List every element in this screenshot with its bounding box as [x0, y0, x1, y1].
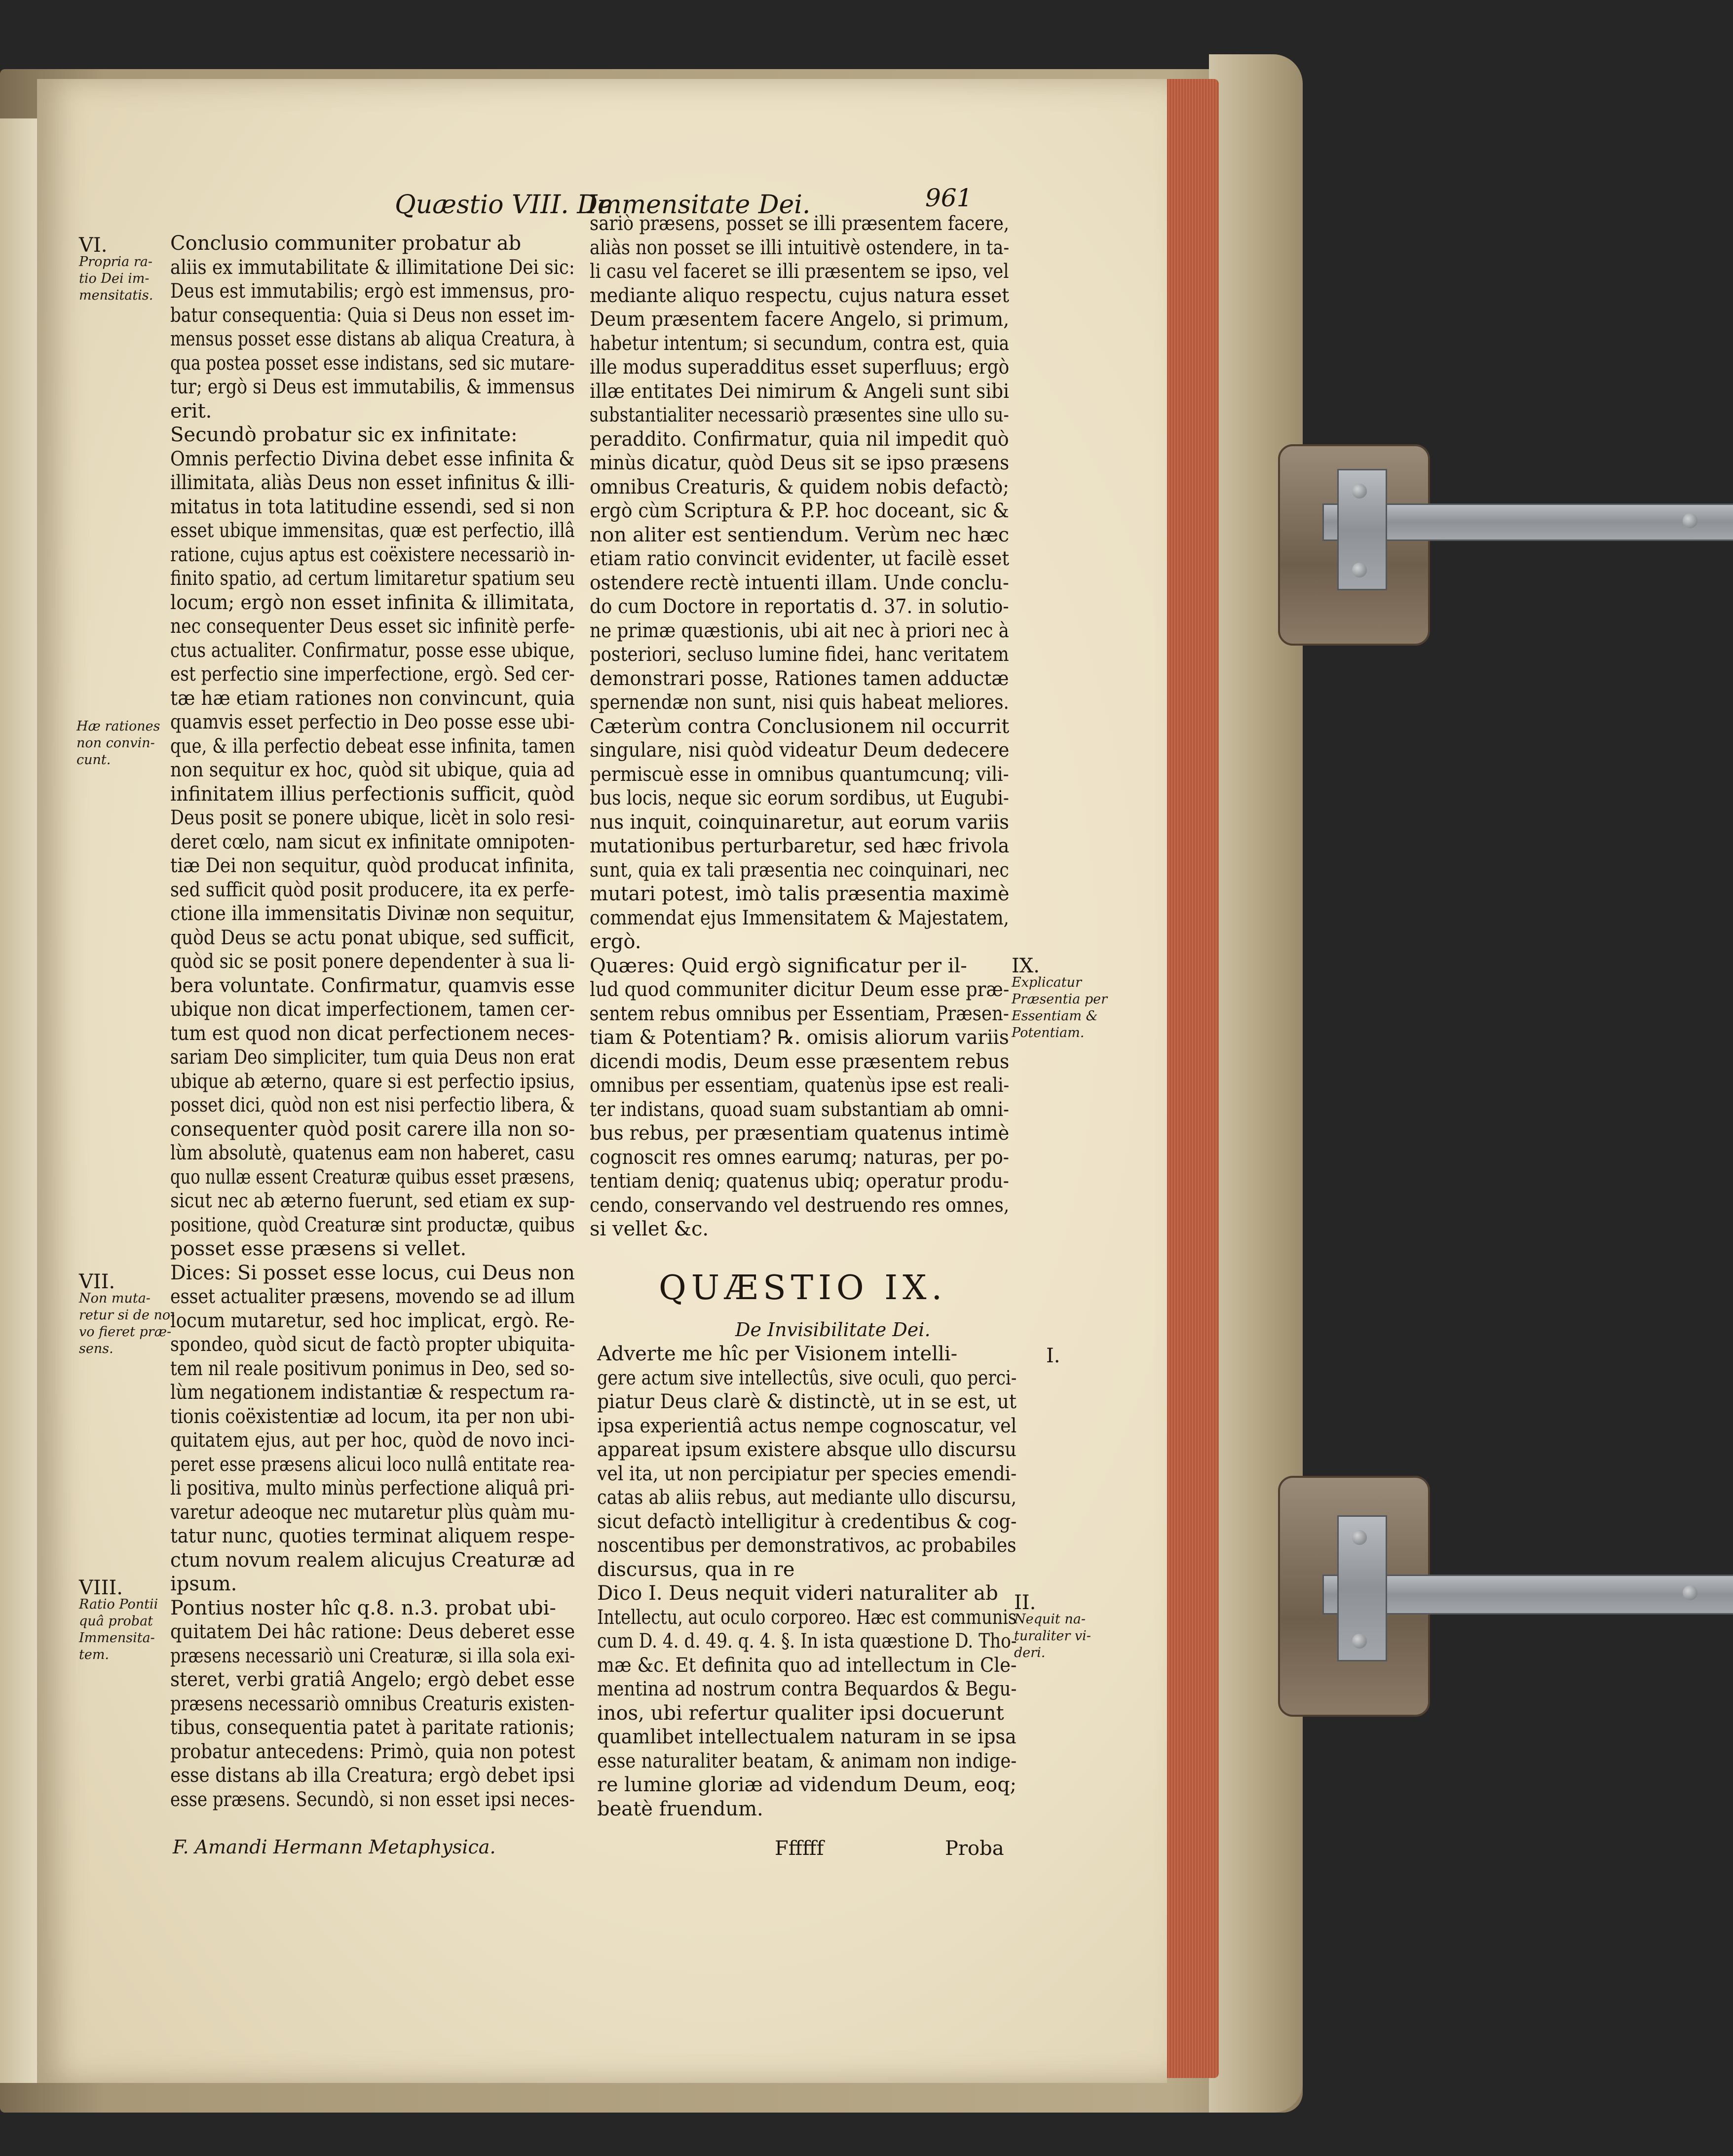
text-line: li casu vel faceret se illi præsentem se ipso, vel — [590, 260, 1009, 283]
text-line: non aliter est sentiendum. Verùm nec hæc — [590, 523, 1010, 546]
text-line: Deus est immutabilis; ergò est immensus, pro- — [170, 280, 575, 303]
text-line: do cum Doctore in reportatis d. 37. in solutio- — [590, 595, 1009, 618]
text-line: noscentibus per demonstrativos, ac probabiles — [597, 1534, 1017, 1557]
margin-number: VI. — [79, 234, 108, 257]
text-line: quitatem Dei hâc ratione: Deus deberet esse — [170, 1620, 575, 1643]
facing-page-edge — [0, 118, 37, 2083]
text-line: quamlibet intellectualem naturam in se ipsa — [597, 1726, 1017, 1748]
margin-line: tio Dei im- — [79, 271, 150, 286]
text-line: lud quod communiter dicitur Deum esse præ- — [590, 978, 1010, 1001]
upper-clasp — [1278, 434, 1733, 661]
text-line: quo nullæ essent Creaturæ quibus esset præsens, — [170, 1165, 575, 1189]
text-line: cendo, conservando vel destruendo res omnes, — [590, 1194, 1010, 1217]
margin-line: Hæ rationes — [76, 719, 160, 734]
margin-note-ix — [1012, 955, 1108, 1041]
lower-clasp — [1278, 1476, 1733, 1732]
text-line: erit. — [170, 399, 212, 423]
text-line: re lumine gloriæ ad videndum Deum, eoq; — [597, 1773, 1017, 1796]
text-line: tiam & Potentiam? ℞. omisis aliorum variis — [590, 1026, 1009, 1049]
text-line: sentem rebus omnibus per Essentiam, Præsen- — [590, 1002, 1009, 1025]
text-line: commendat ejus Immensitatem & Majestatem, — [590, 906, 1009, 929]
text-line: tentiam deniq; quatenus ubiq; operatur produ- — [590, 1170, 1009, 1193]
text-line: mæ &c. Et definita quo ad intellectum in Cle- — [597, 1654, 1017, 1677]
text-line: esset actualiter præsens, movendo se ad illum — [170, 1285, 575, 1308]
text-line: permiscuè esse in omnibus quantumcunq; vili- — [590, 763, 1009, 786]
text-line: non sequitur ex hoc, quòd sit ubique, quia ad — [170, 759, 575, 781]
text-line: que, & illa perfectio debeat esse infinita, tamen — [170, 734, 575, 758]
text-line: tum est quod non dicat perfectionem neces- — [170, 1022, 575, 1045]
text-line: ubique ab æterno, quare si est perfectio ipsius, — [170, 1070, 575, 1093]
text-line: ctione illa immensitatis Divinæ non sequitur, — [170, 902, 575, 925]
text-line: præsens necessariò omnibus Creaturis existen- — [170, 1692, 575, 1715]
text-line: beatè fruendum. — [597, 1797, 763, 1820]
text-line: ipsum. — [170, 1573, 237, 1595]
margin-line: deri. — [1014, 1645, 1046, 1660]
text-line: varetur adeoque nec mutaretur plùs quàm mu- — [170, 1501, 575, 1524]
text-line: spondeo, quòd sicut de factò propter ubiquita- — [170, 1333, 575, 1356]
text-line: nec consequenter Deus esset sic infinitè perfe- — [170, 615, 575, 638]
text-line: Secundò probatur sic ex infinitate: — [170, 424, 518, 446]
text-line: sicut defactò intelligitur à credentibus & cog- — [597, 1510, 1017, 1533]
text-line: ne primæ quæstionis, ubi ait nec à priori nec à — [590, 619, 1009, 642]
margin-note-i — [1046, 1345, 1060, 1367]
text-line: Omnis perfectio Divina debet esse infinita & — [170, 447, 575, 470]
text-line: locum; ergò non esset infinita & illimitata, — [170, 591, 575, 614]
margin-line: Nequit na- — [1014, 1612, 1086, 1627]
text-line: Conclusio communiter probatur ab — [170, 232, 522, 255]
running-title-left: Quæstio VIII. De — [395, 190, 613, 220]
text-line: esse præsens. Secundò, si non esset ipsi neces- — [170, 1788, 575, 1811]
text-line: ctus actualiter. Confirmatur, posse esse ubique, — [170, 639, 575, 662]
text-line: sunt, quia ex tali præsentia nec coinquinari, nec — [590, 858, 1009, 882]
page-edges — [1165, 79, 1219, 2078]
text-line: mediante aliquo respectu, cujus natura esset — [590, 284, 1010, 307]
margin-line: Potentiam. — [1012, 1025, 1085, 1040]
text-line: Deum præsentem facere Angelo, si primum, — [590, 308, 1010, 331]
text-line: posset dici, quòd non est nisi perfectio libera, & — [170, 1094, 575, 1116]
text-line: bera voluntate. Confirmatur, quamvis esse — [170, 974, 575, 997]
text-line: esse naturaliter beatam, & animam non indige- — [597, 1749, 1017, 1772]
text-line: tibus, consequentia patet à paritate rationis; — [170, 1716, 575, 1739]
text-line: substantialiter necessariò præsentes sine ullo su- — [590, 404, 1009, 426]
text-line: Intellectu, aut oculo corporeo. Hæc est communis — [597, 1606, 1017, 1629]
text-line: infinitatem illius perfectionis sufficit, quòd — [170, 782, 575, 806]
rivet-icon — [1352, 1530, 1367, 1545]
margin-note-vii — [79, 1270, 175, 1357]
text-line: peraddito. Confirmatur, quia nil impedit quò — [590, 427, 1009, 451]
left-column — [170, 232, 575, 1831]
text-line: Dico I. Deus nequit videri naturaliter ab — [597, 1582, 998, 1605]
text-line: Cæterùm contra Conclusionem nil occurrit — [590, 715, 1010, 738]
margin-line: Præsentia per — [1012, 992, 1108, 1007]
margin-number: I. — [1046, 1345, 1060, 1367]
text-line: mutari potest, imò talis præsentia maximè — [590, 883, 1010, 905]
margin-line: Non muta- — [79, 1291, 151, 1306]
text-line: quitatem ejus, aut per hoc, quòd de novo inci- — [170, 1429, 575, 1452]
text-line: etiam ratio convincit evidenter, ut facilè esset — [590, 547, 1010, 570]
text-line: ostendere rectè intuenti illam. Unde conclu- — [590, 571, 1009, 594]
text-line: tæ hæ etiam rationes non convincunt, quia — [170, 687, 575, 710]
text-line: locum mutaretur, sed hoc implicat, ergò. Re- — [170, 1309, 575, 1332]
text-line: probatur antecedens: Primò, quia non potest — [170, 1740, 575, 1763]
rivet-icon — [1352, 1634, 1367, 1649]
text-line: omnibus per essentiam, quatenùs ipse est reali- — [590, 1074, 1010, 1097]
margin-line: quâ probat — [79, 1614, 153, 1629]
text-line: gere actum sive intellectûs, sive oculi, quo perci- — [597, 1366, 1017, 1389]
rivet-icon — [1683, 1585, 1697, 1600]
text-line: tiæ Dei non sequitur, quòd producat infinita, — [170, 854, 575, 877]
margin-number: VIII. — [79, 1577, 123, 1599]
text-line: peret esse præsens alicui loco nullâ entitate rea- — [170, 1453, 575, 1476]
text-line: sariò præsens, posset se illi præsentem facere, — [590, 212, 1010, 235]
text-line: aliis ex immutabilitate & illimitatione Dei sic: — [170, 256, 575, 279]
text-line: quòd sic se posit ponere dependenter à sua li- — [170, 950, 575, 973]
text-line: ipsa experientiâ actus nempe cognoscatur, vel — [597, 1414, 1017, 1437]
text-line: discursus, qua in re — [597, 1558, 795, 1581]
text-line: mentina ad nostrum contra Bequardos & Begu- — [597, 1678, 1017, 1700]
text-line: piatur Deus clarè & distinctè, ut in se est, ut — [597, 1390, 1017, 1413]
text-line: Adverte me hîc per Visionem intelli- — [597, 1343, 958, 1365]
text-line: esse distans ab illa Creatura; ergò debet ipsi — [170, 1764, 575, 1787]
text-line: tem nil reale positivum ponimus in Deo, sed so- — [170, 1357, 575, 1380]
text-line: vel ita, ut non percipiatur per species emendi- — [597, 1462, 1017, 1485]
text-line: demonstrari posse, Rationes tamen adductæ — [590, 667, 1009, 690]
text-line: singulare, nisi quòd videatur Deum dedecere — [590, 739, 1010, 762]
margin-note-viii — [79, 1579, 158, 1663]
text-line: cognoscit res omnes earumq; naturas, per po- — [590, 1146, 1009, 1169]
text-line: cum D. 4. d. 49. q. 4. §. In ista quæstione D. Tho- — [597, 1630, 1017, 1653]
text-line: ctum novum realem alicujus Creaturæ ad — [170, 1548, 575, 1572]
text-line: ergò cùm Scriptura & P.P. hoc doceant, sic & — [590, 500, 1009, 522]
text-line: Pontius noster hîc q.8. n.3. probat ubi- — [170, 1596, 556, 1619]
text-line: ubique non dicat imperfectionem, tamen cer- — [170, 998, 575, 1021]
text-line: finito spatio, ad certum limitaretur spatium seu — [170, 567, 575, 590]
text-line: qua postea posset esse indistans, sed sic mutare- — [170, 351, 575, 375]
text-line: tatur nunc, quoties terminat aliquem respe- — [170, 1525, 575, 1547]
text-line: ratione, cujus aptus est coëxistere necessariò in- — [170, 543, 575, 566]
text-line: ter indistans, quoad suam substantiam ab omni- — [590, 1098, 1009, 1121]
question-ix-body — [597, 1343, 1017, 1836]
text-line: habetur intentum; si secundum, contra est, quia — [590, 332, 1010, 355]
text-line: batur consequentia: Quia si Deus non esset im- — [170, 304, 575, 327]
right-column — [590, 212, 1009, 1269]
text-line: nus inquit, coinquinaretur, aut eorum variis — [590, 810, 1009, 834]
margin-line: turaliter vi- — [1014, 1628, 1091, 1644]
text-line: esset ubique immensitas, quæ est perfectio, illâ — [170, 519, 575, 542]
margin-line: non convin- — [76, 735, 155, 751]
text-line: posset esse præsens si vellet. — [170, 1237, 467, 1260]
margin-line: vo fieret præ- — [79, 1324, 172, 1340]
question-title: QUÆSTIO IX. — [659, 1269, 947, 1308]
text-line: tur; ergò si Deus est immutabilis, & immensus — [170, 376, 575, 398]
margin-note-ii — [1014, 1591, 1091, 1661]
margin-note-hae-rationes — [76, 718, 160, 769]
text-line: catas ab aliis rebus, aut mediante ullo discursu, — [597, 1486, 1017, 1509]
text-line: Deus posit se ponere ubique, licèt in solo resi- — [170, 807, 575, 829]
text-line: bus rebus, per præsentiam quatenus intimè — [590, 1122, 1010, 1145]
margin-line: Immensita- — [79, 1630, 155, 1646]
question-subtitle: De Invisibilitate Dei. — [735, 1319, 931, 1341]
text-line: posteriori, secluso lumine fidei, hanc veritatem — [590, 643, 1009, 666]
text-line: Dices: Si posset esse locus, cui Deus non — [170, 1261, 575, 1284]
text-line: aliàs non posset se illi intuitivè ostendere, in ta- — [590, 236, 1010, 259]
text-line: Quæres: Quid ergò significatur per il- — [590, 954, 967, 977]
text-line: dicendi modis, Deum esse præsentem rebus — [590, 1050, 1010, 1073]
margin-number: II. — [1014, 1591, 1036, 1614]
text-line: præsens necessariò uni Creaturæ, si illa sola exi- — [170, 1644, 575, 1667]
text-line: sed sufficit quòd posit producere, ita ex perfe- — [170, 878, 575, 901]
margin-line: cunt. — [76, 752, 111, 768]
text-line: positione, quòd Creaturæ sint productæ, quibus — [170, 1213, 575, 1236]
book-cover-edge — [1209, 54, 1303, 2113]
text-line: quòd Deus se actu ponat ubique, sed sufficit, — [170, 926, 575, 949]
rivet-icon — [1683, 513, 1697, 528]
catchword: Proba — [945, 1837, 1004, 1860]
text-line: lùm absolutè, quatenus eam non haberet, casu — [170, 1142, 575, 1164]
text-line: consequenter quòd posit carere illa non so- — [170, 1117, 575, 1141]
text-line: illimitata, aliàs Deus non esset infinitus & illi- — [170, 471, 575, 494]
text-line: est perfectio sine imperfectione, ergò. Sed cer- — [170, 663, 575, 686]
margin-line: mensitatis. — [79, 288, 153, 303]
text-line: ille modus superadditus esset superfluus; ergò — [590, 356, 1010, 379]
margin-line: retur si de no- — [79, 1308, 175, 1323]
margin-number: VII. — [79, 1270, 115, 1293]
text-line: spernendæ non sunt, nisi quis habeat meliores. — [590, 691, 1009, 714]
text-line: minùs dicatur, quòd Deus sit se ipso præsens — [590, 452, 1010, 474]
text-line: li positiva, multo minùs perfectione aliquâ pri- — [170, 1477, 575, 1500]
text-line: ergò. — [590, 930, 641, 953]
rivet-icon — [1352, 484, 1367, 499]
page-number: 961 — [925, 184, 973, 212]
text-line: lùm negationem indistantiæ & respectum ra- — [170, 1381, 575, 1404]
text-line: deret cœlo, nam sicut ex infinitate omnipoten- — [170, 830, 575, 853]
text-line: steret, verbi gratiâ Angelo; ergò debet esse — [170, 1668, 575, 1691]
running-title-right: Immensitate Dei. — [587, 190, 811, 220]
text-line: appareat ipsum existere absque ullo discursu — [597, 1438, 1017, 1461]
margin-line: Essentiam & — [1012, 1008, 1098, 1024]
margin-line: Propria ra- — [79, 254, 152, 270]
margin-line: Explicatur — [1012, 975, 1082, 990]
text-line: si vellet &c. — [590, 1218, 709, 1240]
text-line: sariam Deo simpliciter, tum quia Deus non erat — [170, 1046, 575, 1069]
rivet-icon — [1352, 563, 1367, 578]
margin-number: IX. — [1012, 955, 1040, 977]
margin-note-vi — [79, 234, 153, 304]
text-line: sicut nec ab æterno fuerunt, sed etiam ex sup- — [170, 1190, 575, 1212]
text-line: quamvis esset perfectio in Deo posse esse ubi- — [170, 711, 575, 733]
margin-line: sens. — [79, 1341, 113, 1356]
text-line: mutationibus perturbaretur, sed hæc frivola — [590, 835, 1010, 857]
signature-mark: Ffffff — [775, 1837, 824, 1860]
margin-line: Ratio Pontii — [79, 1597, 158, 1612]
text-line: mensus posset esse distans ab aliqua Creatura, à — [170, 328, 575, 350]
text-line: tionis coëxistentiæ ad locum, ita per non ubi- — [170, 1405, 575, 1428]
margin-line: tem. — [79, 1647, 110, 1662]
text-line: illæ entitates Dei nimirum & Angeli sunt sibi — [590, 380, 1010, 403]
text-line: omnibus Creaturis, & quidem nobis defactò; — [590, 475, 1009, 499]
text-line: bus locis, neque sic eorum sordibus, ut Eugubi- — [590, 787, 1009, 809]
text-line: mitatus in tota latitudine essendi, sed si non — [170, 495, 575, 518]
footer-author: F. Amandi Hermann Metaphysica. — [173, 1836, 496, 1858]
text-line: inos, ubi refertur qualiter ipsi docuerunt — [597, 1701, 1004, 1725]
